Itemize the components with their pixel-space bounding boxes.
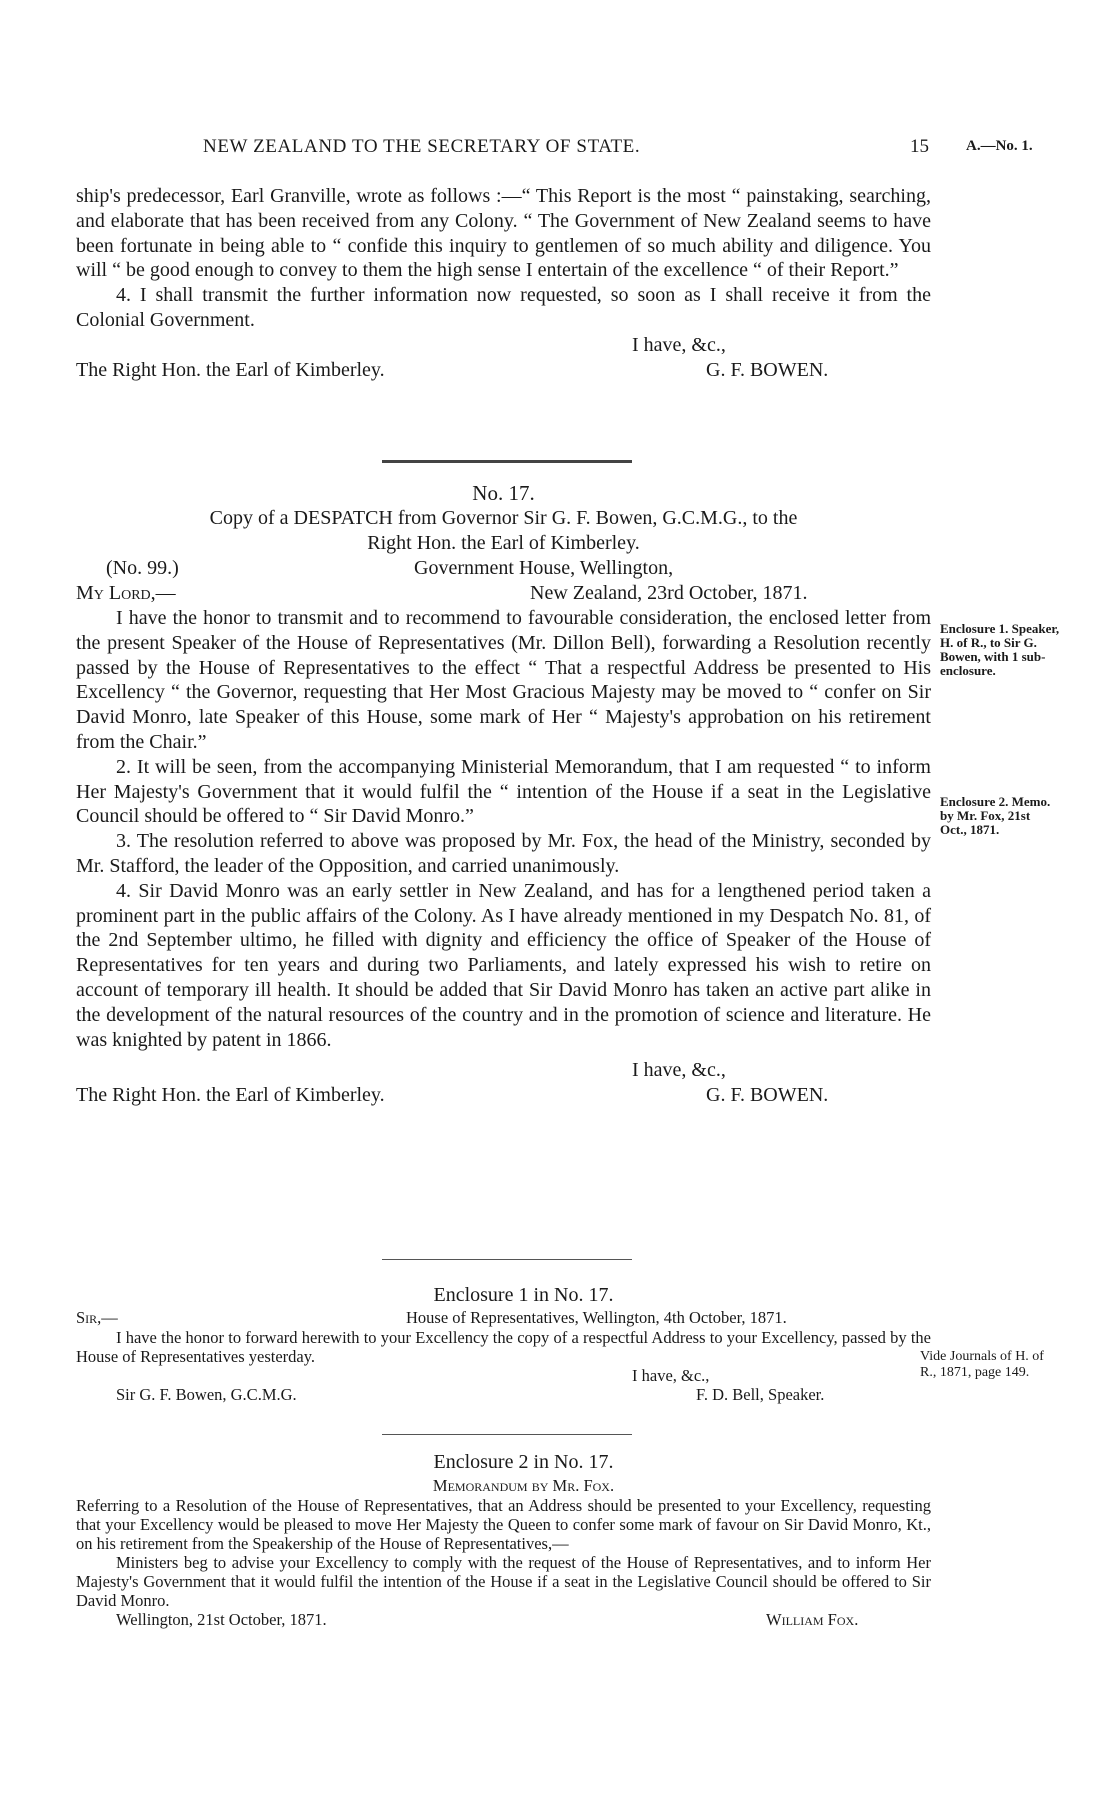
running-header bbox=[0, 136, 1114, 160]
despatch-closing-row bbox=[76, 1058, 931, 1083]
enclosure-1-body: I have the honor to forward herewith to your Excellency the copy of a respectful Address to your Excellency, passed by the House of Representatives yesterday. bbox=[76, 1328, 931, 1366]
enclosure-1-title: Enclosure 1 in No. 17. bbox=[433, 1284, 614, 1306]
memorandum-signature-row bbox=[76, 1610, 931, 1630]
enclosure-1 bbox=[76, 1283, 931, 1404]
ref-place-row bbox=[76, 556, 931, 581]
despatch-paragraph-4: 4. Sir David Monro was an early settler in New Zealand, and has for a lengthened period taken a prominent part in the public affairs of the Colony. As I have already mentioned in my Despatch No. 81, of the 2nd September ultimo, he filled with dignity and efficiency the office of Speaker of the House of Representatives for ten years and during two Parliaments, and lately expressed his wish to retire on account of temporary ill health. It should be added that Sir David Monro has taken an active part alike in the development of the natural resources of the country and in the promotion of science and literature. He was knighted by patent in 1866. bbox=[76, 879, 931, 1051]
section-divider bbox=[382, 460, 632, 463]
despatch-date: New Zealand, 23rd October, 1871. bbox=[530, 582, 808, 604]
previous-despatch-continuation bbox=[76, 184, 931, 383]
enclosure-1-closing-row bbox=[76, 1366, 931, 1385]
enclosure-1-signature-row bbox=[76, 1385, 931, 1404]
margin-note-vide-journals: Vide Journals of H. of R., 1871, page 149. bbox=[920, 1349, 1044, 1380]
despatch-signature-row bbox=[76, 1083, 931, 1108]
enclosure-1-place-date: House of Representatives, Wellington, 4th October, 1871. bbox=[406, 1308, 787, 1327]
margin-note-enclosure-2: Enclosure 2. Memo. by Mr. Fox, 21st Oct., 1871. bbox=[940, 794, 1051, 837]
memorandum-signature: William Fox. bbox=[766, 1610, 859, 1629]
margin-note-enclosure-1: Enclosure 1. Speaker, H. of R., to Sir G. Bowen, with 1 sub-enclosure. bbox=[940, 621, 1060, 678]
despatch-paragraph-2: 2. It will be seen, from the accompanying Ministerial Memorandum, that I am requested “ to inform Her Majesty's Government that it would fulfil the “ intention of the House if a seat in the Legislative Council should be offered to “ Sir David Monro.” bbox=[76, 755, 931, 828]
section-divider bbox=[382, 1434, 632, 1435]
enclosure-1-addressee: Sir G. F. Bowen, G.C.M.G. bbox=[116, 1385, 297, 1404]
header-title: NEW ZEALAND TO THE SECRETARY OF STATE. bbox=[203, 136, 641, 157]
enclosure-1-salutation: Sir,— bbox=[76, 1308, 118, 1327]
despatch-paragraph-3: 3. The resolution referred to above was proposed by Mr. Fox, the head of the Ministry, seconded by Mr. Stafford, the leader of the Opposition, and carried unanimously. bbox=[76, 830, 931, 877]
despatch-closing: I have, &c., bbox=[632, 1059, 726, 1082]
despatch-signature: G. F. BOWEN. bbox=[706, 1084, 829, 1107]
despatch-heading-line-2: Right Hon. the Earl of Kimberley. bbox=[367, 532, 640, 554]
paper-reference: A.—No. 1. bbox=[966, 138, 1033, 154]
enclosure-1-closing: I have, &c., bbox=[632, 1366, 710, 1385]
despatch-ref-no: (No. 99.) bbox=[106, 557, 179, 579]
closing-phrase: I have, &c., bbox=[632, 333, 726, 356]
page-number: 15 bbox=[910, 136, 929, 157]
memorandum-date: Wellington, 21st October, 1871. bbox=[116, 1610, 327, 1629]
despatch-addressee: The Right Hon. the Earl of Kimberley. bbox=[76, 1084, 385, 1107]
despatch-salutation: My Lord,— bbox=[76, 582, 176, 604]
continuation-paragraph: ship's predecessor, Earl Granville, wrote as follows :—“ This Report is the most “ painstaking, searching, and elaborate that has been received from any Colony. “ The Government of New Zealand seems to have been fortunate in being able to “ confide this inquiry to gentlemen of so much ability and diligence. You will “ be good enough to convey to them the high sense I entertain of the excellence “ of their Report.” bbox=[76, 185, 931, 282]
signature-row bbox=[76, 358, 931, 383]
enclosure-2 bbox=[76, 1450, 931, 1630]
memorandum-paragraph-2: Ministers beg to advise your Excellency to comply with the request of the House of Representatives, and to inform Her Majesty's Government that it would fulfil the intention of the House if a seat in the Legislative Council should be offered to Sir David Monro. bbox=[76, 1553, 931, 1610]
salutation-date-row bbox=[76, 581, 931, 606]
section-divider bbox=[382, 1259, 632, 1260]
closing-row bbox=[76, 333, 931, 358]
enclosure-1-header-row bbox=[76, 1308, 931, 1328]
continuation-para-4: 4. I shall transmit the further information now requested, so soon as I shall receive it from the Colonial Government. bbox=[76, 284, 931, 331]
signature: G. F. BOWEN. bbox=[706, 358, 829, 381]
despatch-heading-line-1: Copy of a DESPATCH from Governor Sir G. F. Bowen, G.C.M.G., to the bbox=[209, 507, 798, 529]
despatch-place: Government House, Wellington, bbox=[414, 557, 674, 579]
memorandum-paragraph-1: Referring to a Resolution of the House of Representatives, that an Address should be presented to your Excellency, requesting that your Excellency would be pleased to move Her Majesty the Queen to confer some mark of favour on Sir David Monro, Kt., on his retirement from the Speakership of the House of Representatives,— bbox=[76, 1496, 931, 1553]
despatch-no-17 bbox=[76, 480, 931, 1108]
despatch-number: No. 17. bbox=[472, 481, 535, 505]
memorandum-subtitle: Memorandum by Mr. Fox. bbox=[432, 1476, 615, 1495]
enclosure-2-title: Enclosure 2 in No. 17. bbox=[433, 1451, 614, 1473]
addressee: The Right Hon. the Earl of Kimberley. bbox=[76, 358, 385, 381]
despatch-paragraph-1: I have the honor to transmit and to recommend to favourable consideration, the enclosed letter from the present Speaker of the House of Representatives (Mr. Dillon Bell), forwarding a Resolution recently passed by the House of Representatives to the effect “ That a respectful Address be presented to His Excellency “ the Governor, requesting that Her Most Gracious Majesty may be moved to “ confer on Sir David Monro, late Speaker of this House, some mark of Her “ Majesty's approbation on his retirement from the Chair.” bbox=[76, 607, 931, 753]
enclosure-1-signature: F. D. Bell, Speaker. bbox=[696, 1385, 825, 1404]
